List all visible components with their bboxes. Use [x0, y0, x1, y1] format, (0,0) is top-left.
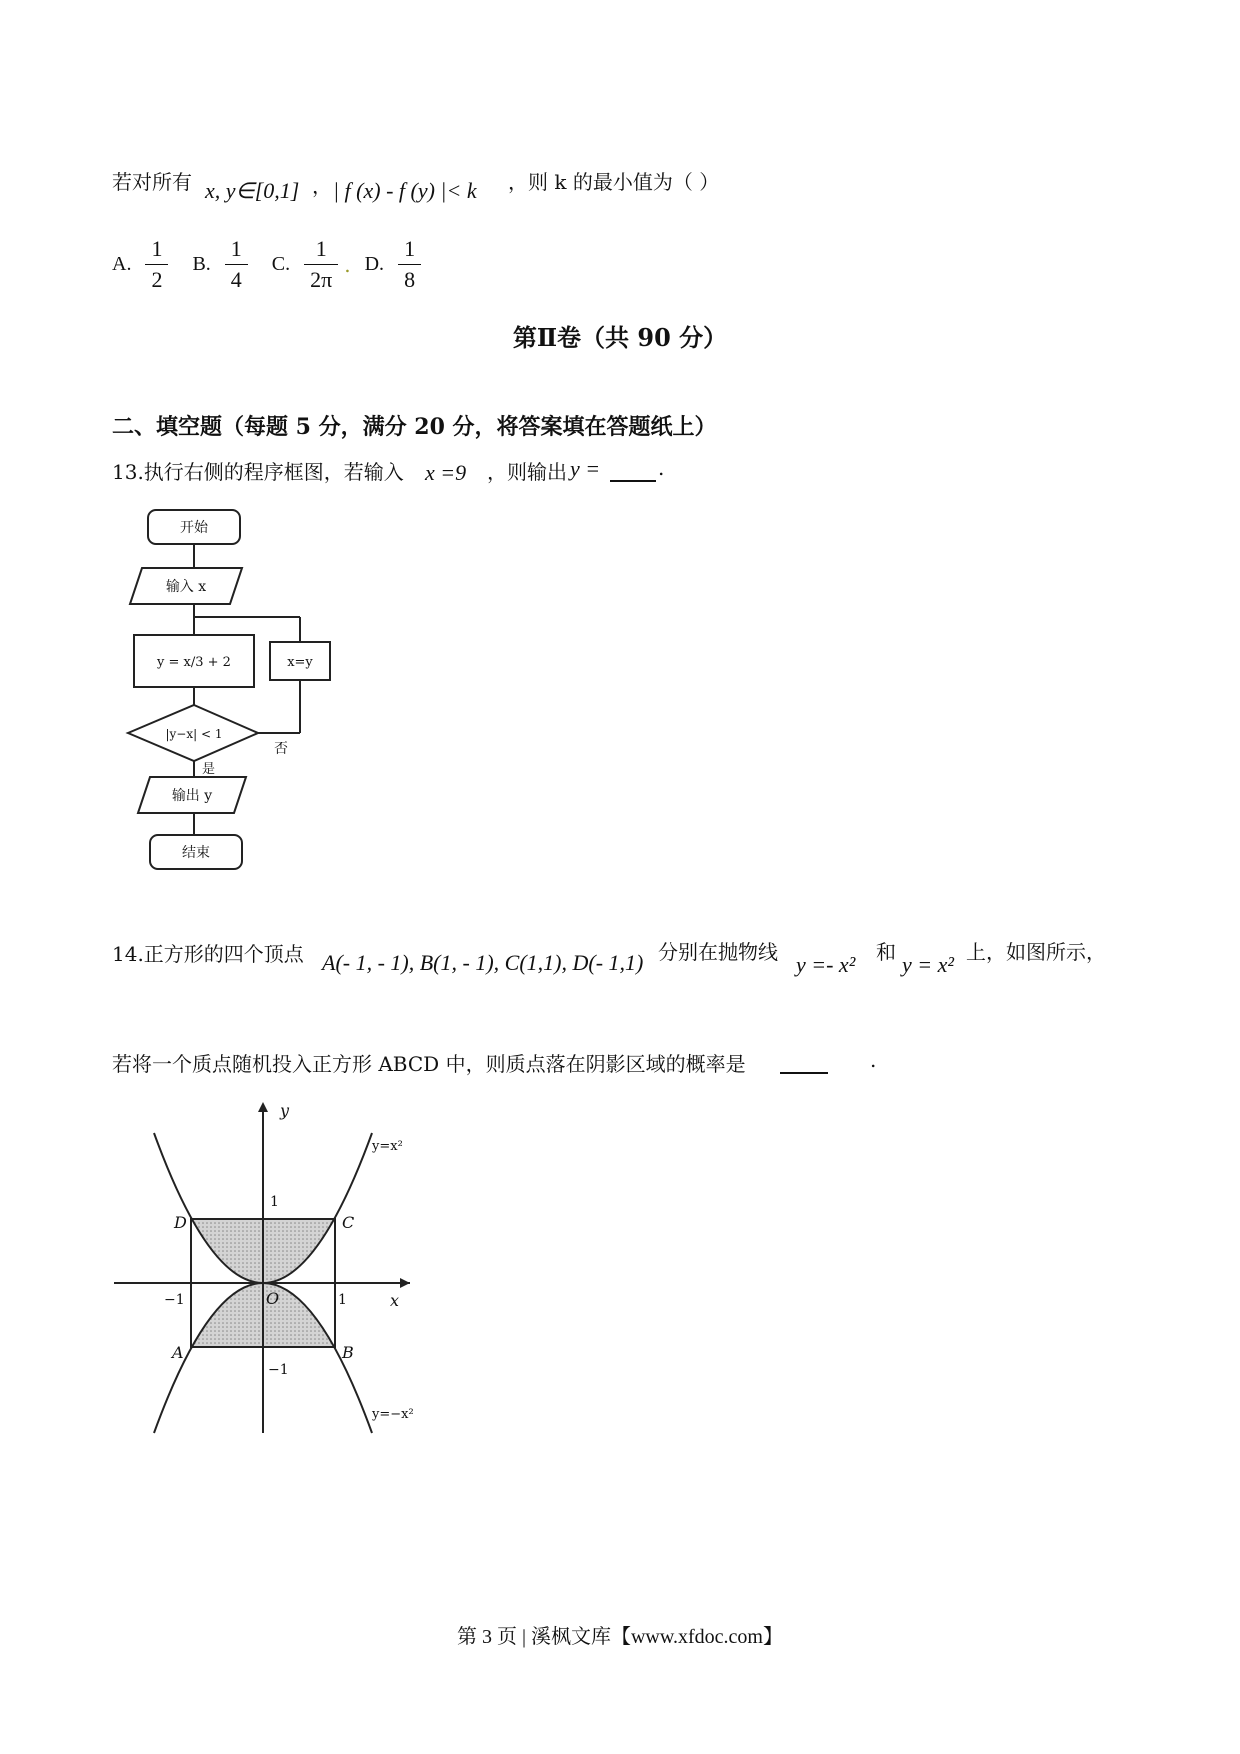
option-d-fraction: $\frac{1}{8}$ — [398, 236, 421, 293]
vertex-b-label: B — [342, 1343, 354, 1362]
q13-input-value: x =9 — [425, 460, 467, 485]
q12-condition-inequality: | f (x) - f (y) |< k — [333, 178, 477, 203]
y-tick-1: 1 — [270, 1194, 279, 1210]
q14-and: 和 — [876, 940, 896, 964]
flow-input-label: 输入 x — [165, 579, 207, 595]
curve-label-bottom: y=−x² — [372, 1407, 414, 1422]
flow-end-label: 结束 — [182, 845, 210, 861]
q13-mid: ，则输出 — [487, 460, 567, 484]
q12-options — [112, 236, 421, 293]
q13-text: 13.执行右侧的程序框图，若输入 — [112, 460, 404, 484]
q13-output-label: y = — [570, 456, 601, 481]
flow-assign-y-label: y = x/3 + 2 — [157, 655, 231, 670]
q14-suffix: 上，如图所示， — [966, 940, 1106, 964]
option-b-fraction: $\frac{1}{4}$ — [225, 236, 248, 293]
option-c-label: C. — [271, 253, 291, 275]
option-b-label: B. — [192, 253, 211, 275]
x-axis-label: x — [390, 1291, 400, 1310]
q12-condition-domain: x, y∈[0,1] — [205, 178, 300, 203]
y-axis-arrow-icon — [258, 1102, 268, 1112]
option-c-fraction: $\frac{1}{2\pi}$ — [304, 236, 338, 293]
x-axis-arrow-icon — [400, 1278, 410, 1288]
curve-label-top: y=x² — [372, 1139, 403, 1154]
q14-end: . — [870, 1048, 877, 1072]
x-tick-1: 1 — [338, 1292, 347, 1308]
flow-assign-x-label: x=y — [287, 655, 313, 670]
flow-yes-label: 是 — [202, 762, 216, 777]
part-two-title: 第Ⅱ卷（共 90 分） — [512, 323, 728, 352]
vertex-d-label: D — [174, 1213, 187, 1232]
option-a-fraction: $\frac{1}{2}$ — [145, 236, 168, 293]
section-fill-in-title: 二、填空题（每题 5 分，满分 20 分，将答案填在答题纸上） — [112, 414, 717, 440]
option-d-label: D. — [364, 253, 385, 275]
flow-no-label: 否 — [274, 741, 288, 757]
q14-mid: 分别在抛物线 — [658, 940, 778, 964]
q12-suffix: ，则 k 的最小值为（ ） — [508, 170, 720, 194]
option-a-label: A. — [112, 253, 132, 275]
q13-end: . — [658, 456, 665, 480]
q14-line2: 若将一个质点随机投入正方形 ABCD 中，则质点落在阴影区域的概率是 — [112, 1052, 746, 1076]
y-axis-label: y — [280, 1101, 290, 1120]
flow-start-label: 开始 — [180, 520, 208, 536]
q14-vertices: A(- 1, - 1), B(1, - 1), C(1,1), D(- 1,1) — [322, 950, 644, 975]
q14-curve-neg: y =- x² — [796, 952, 856, 977]
q14-text: 14.正方形的四个顶点 — [112, 942, 304, 966]
flow-output-label: 输出 y — [171, 788, 213, 804]
parabola-square-graph — [110, 1098, 440, 1438]
option-c-dot: . — [344, 252, 351, 277]
q12-separator: ， — [312, 174, 332, 198]
q14-curve-pos: y = x² — [902, 952, 954, 977]
x-tick-neg1: −1 — [164, 1292, 185, 1308]
page-footer: 第 3 页 | 溪枫文库【www.xfdoc.com】 — [456, 1626, 783, 1648]
vertex-c-label: C — [342, 1213, 355, 1232]
q14-answer-blank — [780, 1054, 828, 1074]
origin-label: O — [266, 1289, 280, 1308]
q12-prefix: 若对所有 — [112, 170, 192, 194]
flow-condition-label: |y−x| < 1 — [165, 727, 223, 741]
y-tick-neg1: −1 — [268, 1362, 289, 1378]
q13-answer-blank — [610, 460, 656, 482]
flowchart-diagram — [110, 505, 410, 885]
vertex-a-label: A — [172, 1343, 184, 1362]
